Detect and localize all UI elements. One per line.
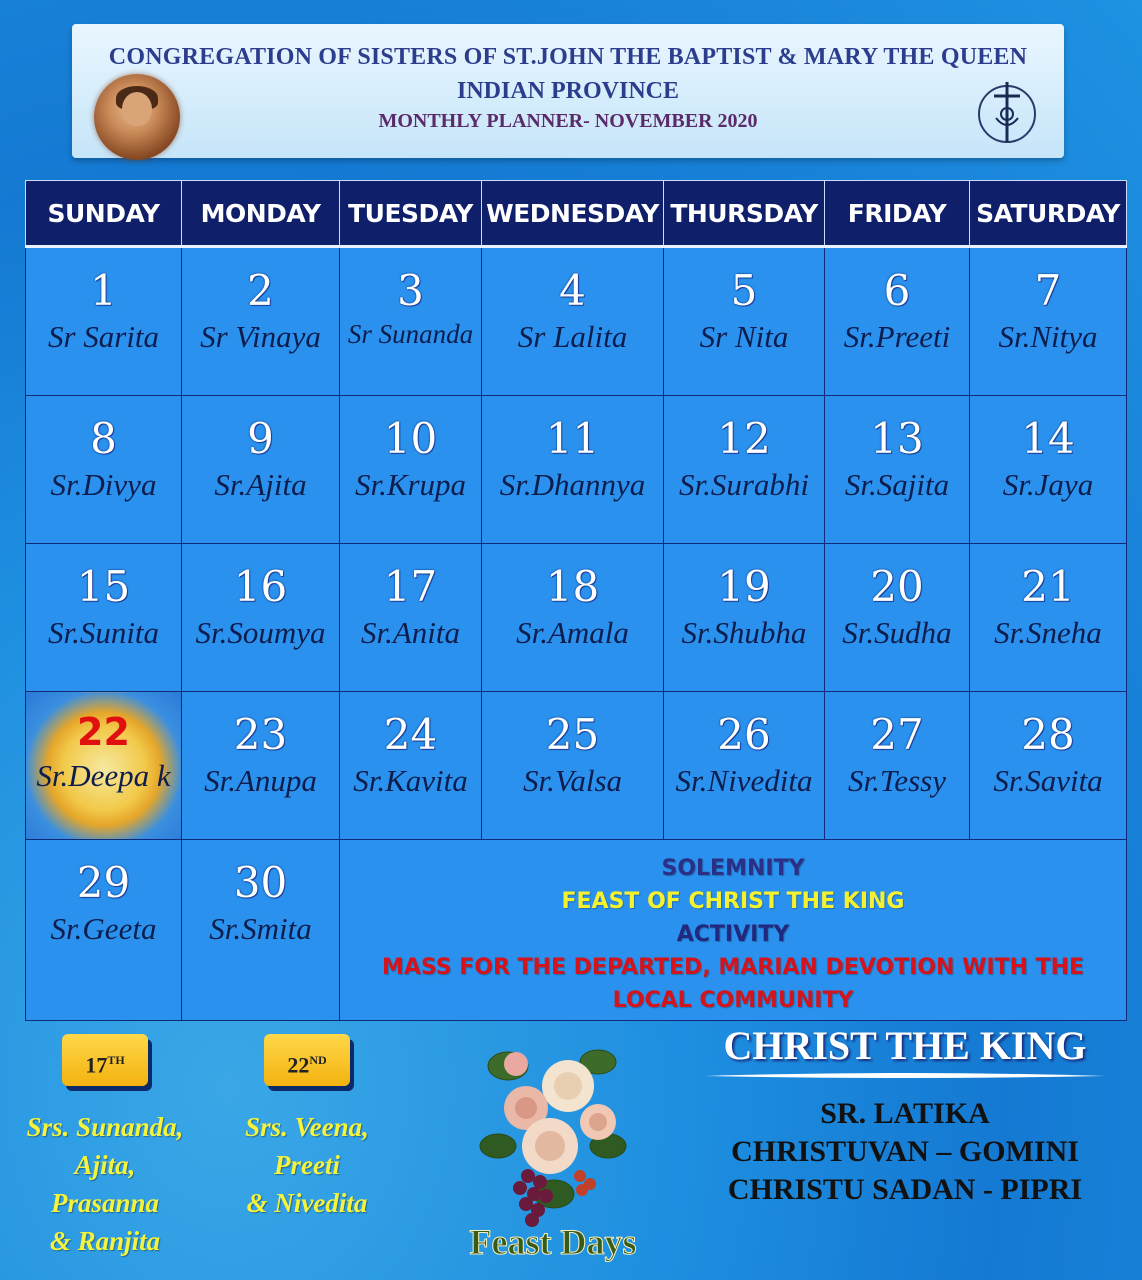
sister-name: Sr.Anupa (204, 763, 317, 798)
week-row (26, 840, 1127, 1021)
feast-days-flowers-image (468, 1026, 638, 1264)
weekday-header: SUNDAY (26, 181, 182, 247)
sister-name: Sr.Geeta (50, 911, 157, 946)
sister-name: Sr.Ajita (214, 467, 307, 502)
week-row (26, 396, 1127, 544)
planner-title: MONTHLY PLANNER- NOVEMBER 2020 (378, 110, 758, 132)
day-cell (825, 396, 970, 544)
sister-name: Sr.Amala (516, 615, 629, 650)
day-number: 27 (870, 710, 924, 759)
day-cell (970, 692, 1127, 840)
sister-name: Sr.Smita (209, 911, 312, 946)
day-cell (664, 396, 825, 544)
sister-name: Sr.Krupa (354, 467, 467, 502)
solemnity-label: SOLEMNITY (661, 855, 805, 881)
day-cell (182, 544, 340, 692)
activity-detail-line2: LOCAL COMMUNITY (612, 987, 854, 1013)
day-number: 7 (1034, 266, 1062, 315)
day-number: 10 (383, 414, 438, 463)
day-number: 16 (233, 562, 288, 611)
day-cell (340, 544, 482, 692)
sister-name: Sr.Divya (50, 467, 157, 502)
day-cell (482, 396, 664, 544)
weekday-header-row (26, 181, 1127, 247)
day-number: 8 (90, 414, 117, 463)
day-cell (664, 692, 825, 840)
day-cell (482, 544, 664, 692)
day-number: 17 (383, 562, 438, 611)
christ-the-king-title: CHRIST THE KING (723, 1023, 1087, 1068)
feast-names-22: Srs. Veena, Preeti & Nivedita (245, 1112, 369, 1218)
sister-name: Sr.Nivedita (675, 763, 813, 798)
weekday-header: TUESDAY (340, 181, 482, 247)
weekday-header: WEDNESDAY (482, 181, 664, 247)
weekday-header: THURSDAY (664, 181, 825, 247)
feast-date-badge-17: 17TH (62, 1034, 148, 1086)
feast-label: FEAST OF CHRIST THE KING (561, 888, 905, 914)
day-number: 23 (233, 710, 288, 759)
sister-name: Sr.Soumya (195, 615, 326, 650)
day-cell (26, 396, 182, 544)
day-cell (340, 396, 482, 544)
day-cell (825, 247, 970, 396)
day-number: 21 (1021, 562, 1075, 611)
activity-detail-line1: MASS FOR THE DEPARTED, MARIAN DEVOTION WITH THE (381, 954, 1085, 980)
day-number: 12 (717, 414, 771, 463)
day-number: 26 (717, 710, 771, 759)
weekday-header: MONDAY (182, 181, 340, 247)
christ-the-king-names: SR. LATIKA CHRISTUVAN – GOMINI CHRISTU SADAN - PIPRI (727, 1097, 1083, 1206)
day-cell (26, 840, 182, 1021)
sister-name: Sr.Shubha (681, 615, 807, 650)
day-cell (482, 247, 664, 396)
day-number: 18 (545, 562, 600, 611)
activity-label: ACTIVITY (676, 921, 790, 947)
solemnity-note-cell (340, 840, 1127, 1021)
sister-name: Sr.Sudha (842, 615, 952, 650)
day-number: 11 (545, 414, 600, 463)
day-number: 29 (76, 858, 131, 907)
day-number: 30 (233, 858, 288, 907)
sister-name: Sr.Sajita (844, 467, 950, 502)
sister-name: Sr Sarita (47, 319, 160, 354)
feast-date-badge-22: 22ND (264, 1034, 350, 1086)
sister-name: Sr.Savita (993, 763, 1103, 798)
sister-name: Sr.Anita (360, 615, 461, 650)
day-cell (182, 396, 340, 544)
day-cell (26, 544, 182, 692)
day-number: 5 (730, 266, 758, 315)
title-underline (705, 1072, 1105, 1080)
day-number: 1 (90, 266, 117, 315)
province-title: INDIAN PROVINCE (456, 78, 679, 104)
weekday-header: SATURDAY (970, 181, 1127, 247)
sister-name: Sr.Tessy (848, 763, 946, 798)
sister-name: Sr Sunanda (347, 319, 474, 349)
day-cell (825, 544, 970, 692)
sister-name: Sr.Sunita (47, 615, 160, 650)
day-number: 3 (397, 266, 424, 315)
sister-name: Sr Nita (699, 319, 789, 354)
day-number: 24 (383, 710, 438, 759)
feast-names-17: Srs. Sunanda, Ajita, Prasanna & Ranjita (26, 1112, 184, 1256)
sister-name: Sr.Deepa k (36, 758, 171, 793)
sister-name: Sr Lalita (517, 319, 628, 354)
day-number: 15 (76, 562, 131, 611)
congregation-title: CONGREGATION OF SISTERS OF ST.JOHN THE BAPTIST & MARY THE QUEEN (108, 44, 1028, 70)
sister-name: Sr.Kavita (353, 763, 468, 798)
day-cell (26, 247, 182, 396)
day-number: 13 (870, 414, 924, 463)
day-cell (340, 692, 482, 840)
day-cell (182, 247, 340, 396)
day-cell (970, 396, 1127, 544)
header-banner (72, 24, 1064, 158)
day-number: 20 (870, 562, 924, 611)
day-number: 4 (559, 266, 586, 315)
day-cell (340, 247, 482, 396)
weekday-header: FRIDAY (825, 181, 970, 247)
sister-name: Sr.Sneha (994, 615, 1102, 650)
feast-days-label: Feast Days (469, 1222, 637, 1262)
sister-name: Sr.Valsa (522, 763, 623, 798)
day-cell-highlighted (26, 692, 182, 840)
sister-name: Sr.Jaya (1002, 467, 1094, 502)
week-row (26, 692, 1127, 840)
week-row (26, 544, 1127, 692)
day-number: 6 (883, 266, 911, 315)
day-cell (664, 544, 825, 692)
day-cell (182, 692, 340, 840)
day-cell (970, 247, 1127, 396)
day-number: 2 (247, 266, 274, 315)
sister-name: Sr.Preeti (843, 319, 951, 354)
day-cell (482, 692, 664, 840)
day-number: 14 (1021, 414, 1075, 463)
day-number: 19 (717, 562, 771, 611)
day-cell (182, 840, 340, 1021)
congregation-emblem-icon (974, 76, 1040, 156)
day-number: 28 (1021, 710, 1075, 759)
day-cell (664, 247, 825, 396)
sister-name: Sr.Dhannya (499, 467, 646, 502)
day-cell (970, 544, 1127, 692)
sister-name: Sr.Surabhi (678, 467, 810, 502)
day-number: 22 (77, 710, 130, 754)
day-number: 9 (247, 414, 274, 463)
calendar-grid (25, 180, 1127, 1021)
day-cell (825, 692, 970, 840)
week-row (26, 247, 1127, 396)
day-number: 25 (545, 710, 600, 759)
sister-name: Sr.Nitya (998, 319, 1098, 354)
sister-name: Sr Vinaya (200, 319, 321, 354)
